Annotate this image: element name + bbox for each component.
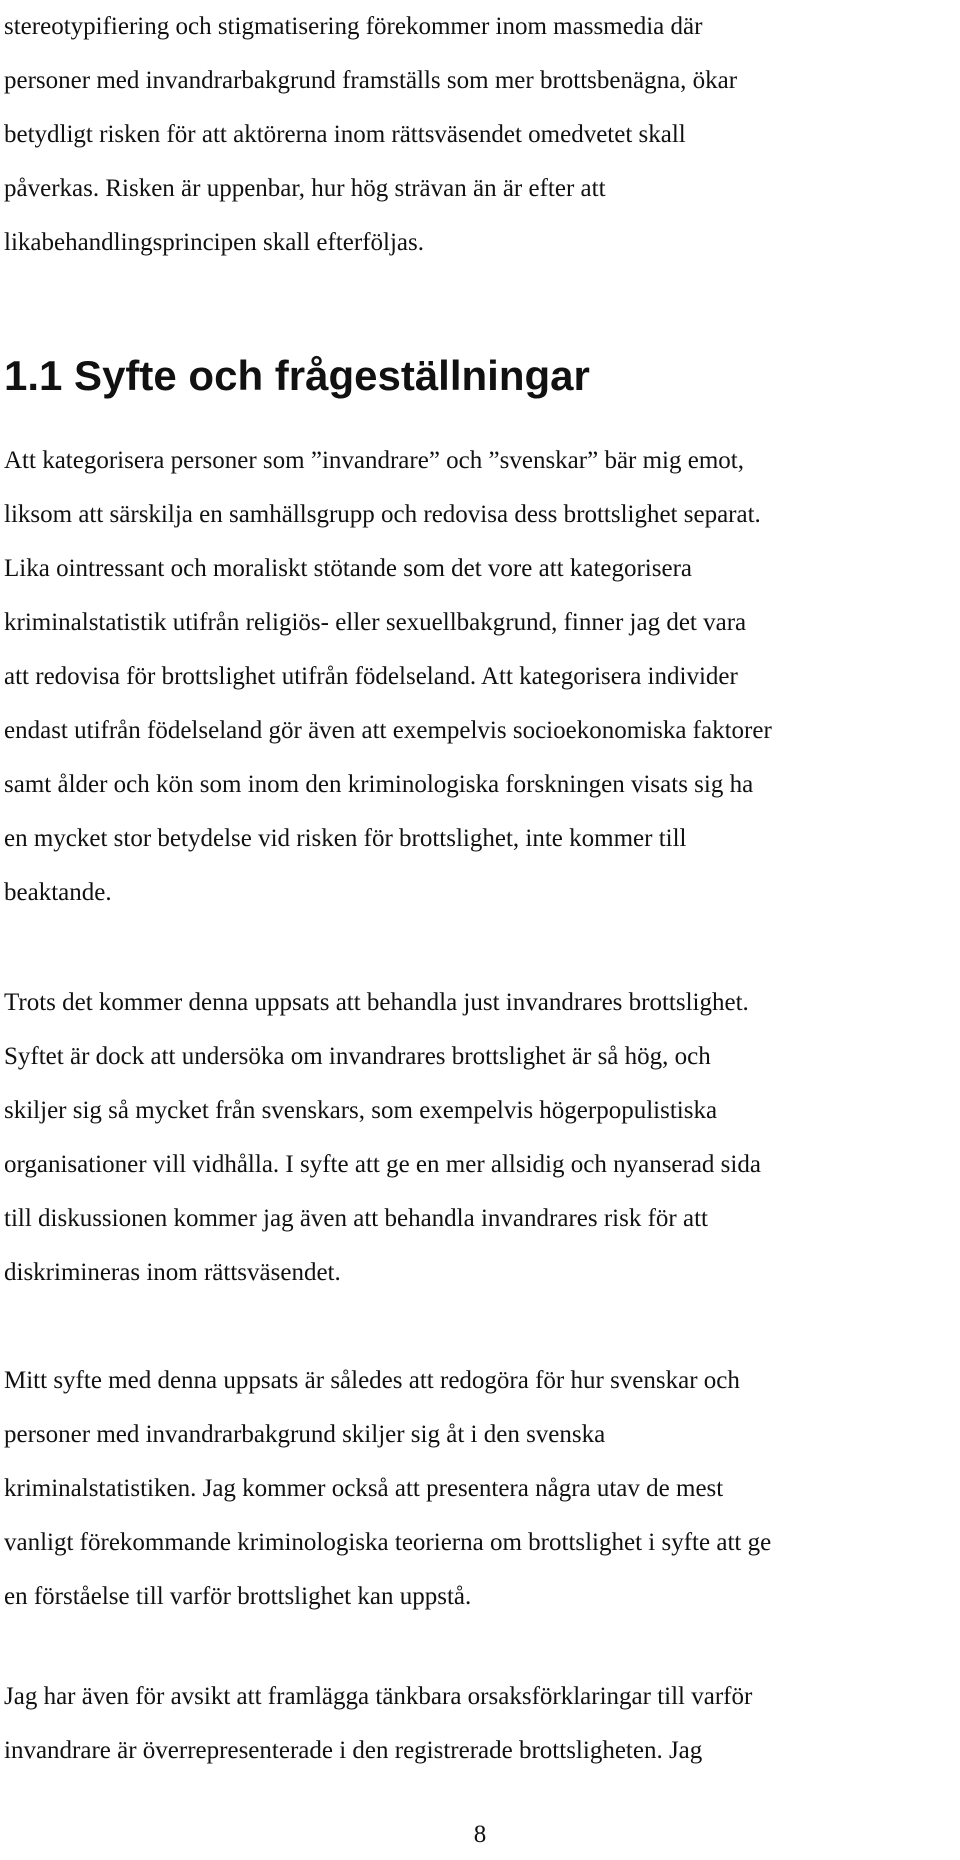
text-line: till diskussionen kommer jag även att behandla invandrares risk för att: [4, 1205, 708, 1232]
text-line: en förståelse till varför brottslighet kan uppstå.: [4, 1583, 472, 1610]
text-line: att redovisa för brottslighet utifrån födelseland. Att kategorisera individer: [4, 663, 738, 690]
text-line: liksom att särskilja en samhällsgrupp och redovisa dess brottslighet separat.: [4, 501, 761, 528]
text-line: Jag har även för avsikt att framlägga tänkbara orsaksförklaringar till varför: [4, 1683, 753, 1710]
text-line: vanligt förekommande kriminologiska teorierna om brottslighet i syfte att ge: [4, 1529, 772, 1556]
text-line: betydligt risken för att aktörerna inom rättsväsendet omedvetet skall: [4, 121, 686, 148]
text-line: Lika ointressant och moraliskt stötande som det vore att kategorisera: [4, 555, 693, 582]
paragraph-aim: [4, 976, 956, 1300]
text-line: Mitt syfte med denna uppsats är således att redogöra för hur svenskar och: [4, 1367, 740, 1394]
page-number: 8: [473, 1821, 487, 1848]
text-line: Att kategorisera personer som ”invandrare” och ”svenskar” bär mig emot,: [4, 447, 744, 474]
text-line: invandrare är överrepresenterade i den registrerade brottsligheten. Jag: [4, 1737, 703, 1764]
text-line: kriminalstatistik utifrån religiös- eller sexuellbakgrund, finner jag det vara: [4, 609, 747, 636]
text-line: endast utifrån födelseland gör även att exempelvis socioekonomiska faktorer: [4, 717, 772, 744]
paragraph-purpose: [4, 434, 956, 920]
text-line: diskrimineras inom rättsväsendet.: [4, 1259, 341, 1286]
text-line: organisationer vill vidhålla. I syfte att ge en mer allsidig och nyanserad sida: [4, 1151, 761, 1178]
text-line: en mycket stor betydelse vid risken för brottslighet, inte kommer till: [4, 825, 687, 852]
intro-paragraph: [4, 0, 956, 270]
text-line: personer med invandrarbakgrund skiljer sig åt i den svenska: [4, 1421, 606, 1448]
text-line: samt ålder och kön som inom den kriminologiska forskningen visats sig ha: [4, 771, 754, 798]
paragraph-intent: [4, 1670, 956, 1778]
text-line: Trots det kommer denna uppsats att behandla just invandrares brottslighet.: [4, 989, 749, 1016]
text-line: skiljer sig så mycket från svenskars, som exempelvis högerpopulistiska: [4, 1097, 718, 1124]
text-line: Syftet är dock att undersöka om invandrares brottslighet är så hög, och: [4, 1043, 711, 1070]
paragraph-goal: [4, 1354, 956, 1624]
text-line: likabehandlingsprincipen skall efterföljas.: [4, 229, 425, 256]
text-line: stereotypifiering och stigmatisering förekommer inom massmedia där: [4, 13, 703, 40]
text-line: kriminalstatistiken. Jag kommer också att presentera några utav de mest: [4, 1475, 724, 1502]
text-line: beaktande.: [4, 879, 112, 906]
text-line: påverkas. Risken är uppenbar, hur hög strävan än är efter att: [4, 175, 606, 202]
text-line: personer med invandrarbakgrund framställs som mer brottsbenägna, ökar: [4, 67, 738, 94]
section-heading: 1.1 Syfte och frågeställningar: [4, 352, 590, 399]
